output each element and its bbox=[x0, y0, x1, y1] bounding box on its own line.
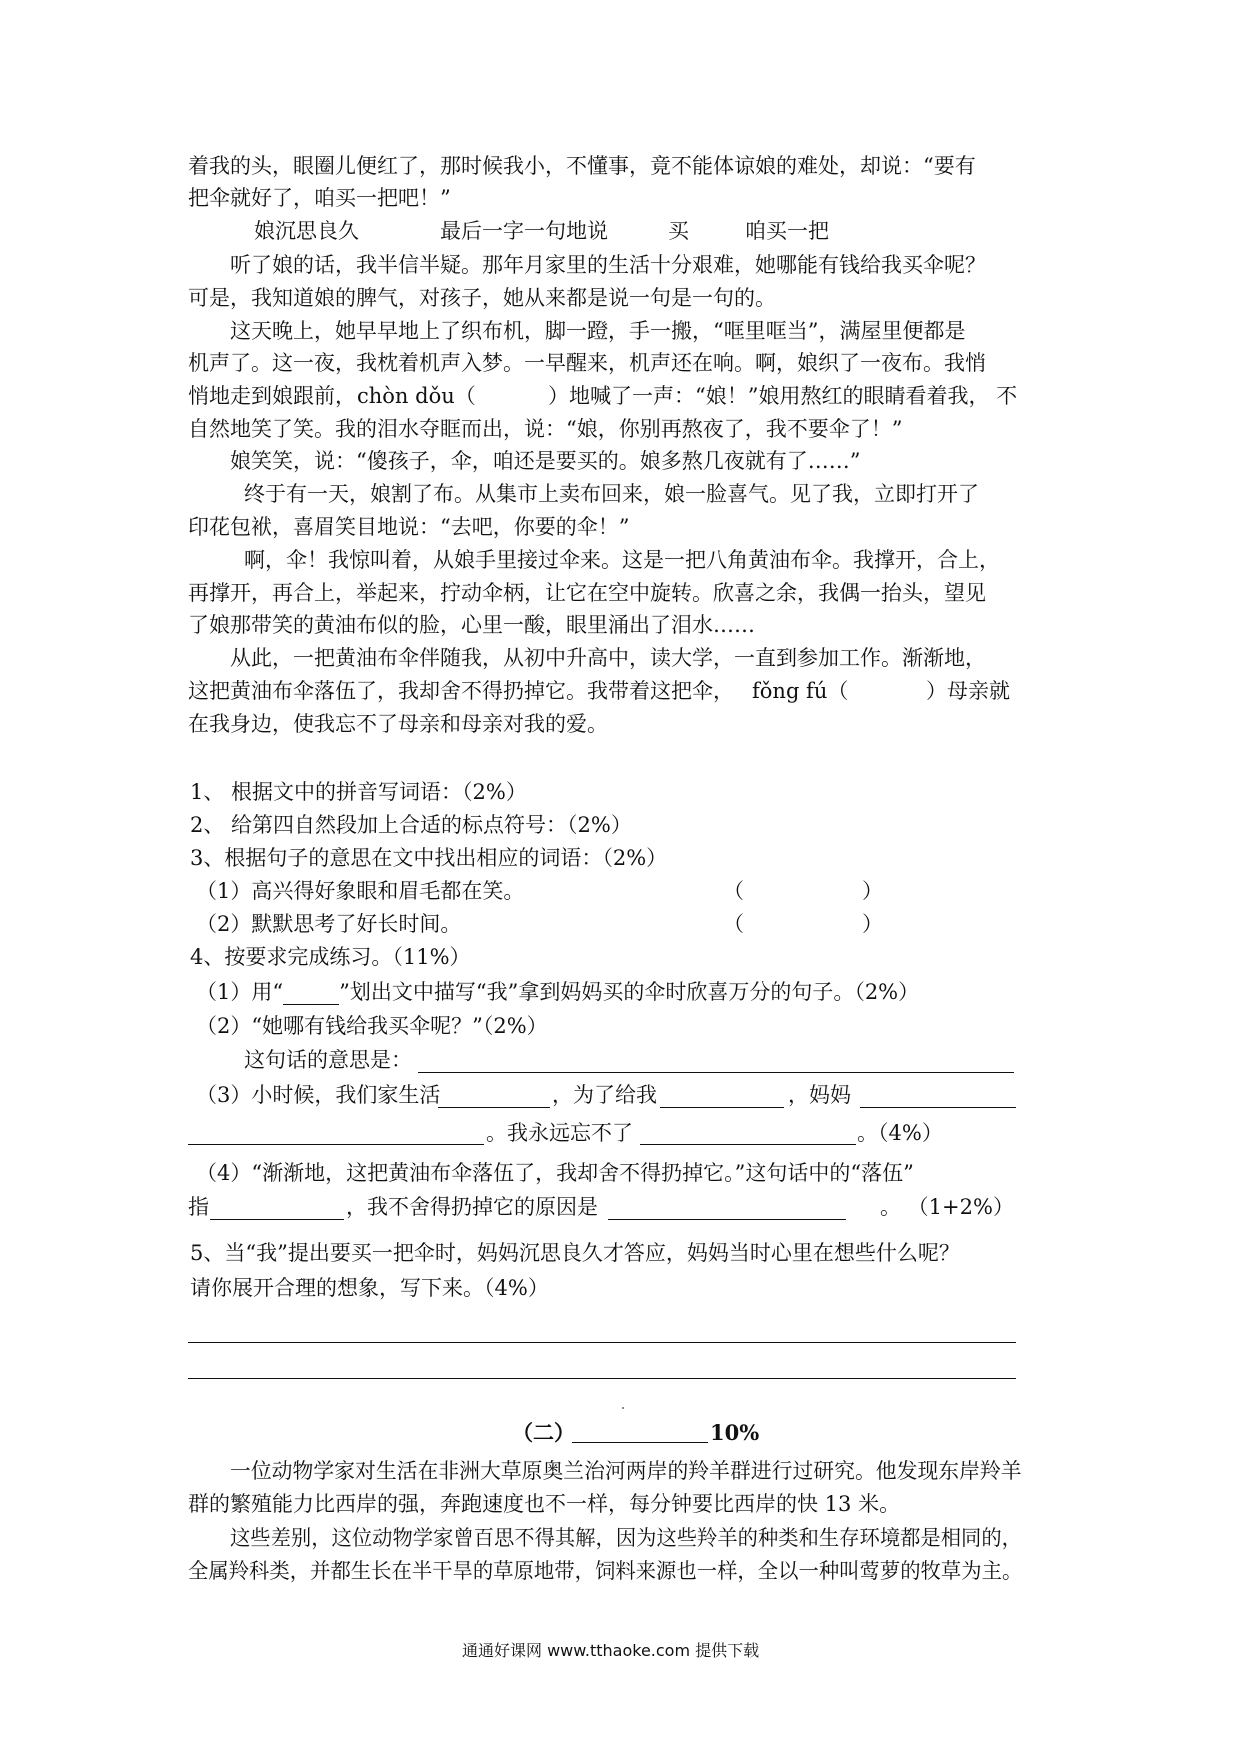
question-4-4-c: ，我不舍得扔掉它的原因是 bbox=[346, 1195, 598, 1219]
passage-line: 着我的头，眼圈儿便红了，那时候我小，不懂事，竟不能体谅娘的难处，却说：“要有 bbox=[188, 154, 976, 178]
question-4-4-a: （4）“渐渐地，这把黄油布伞落伍了，我却舍不得扔掉它。”这句话中的“落伍” bbox=[196, 1161, 914, 1185]
answer-paren-open: （ bbox=[723, 879, 744, 903]
passage-line: 自然地笑了笑。我的泪水夺眶而出，说：“娘，你别再熬夜了，我不要伞了！” bbox=[188, 417, 903, 441]
passage-fragment: ）母亲就 bbox=[926, 679, 1010, 703]
question-5-a: 5、当“我”提出要买一把伞时，妈妈沉思良久才答应，妈妈当时心里在想些什么呢？ bbox=[190, 1241, 960, 1265]
passage-fragment: 这把黄油布伞落伍了，我却舍不得扔掉它。我带着这把伞， bbox=[188, 679, 734, 703]
answer-line[interactable] bbox=[210, 1219, 344, 1220]
passage-fragment: 买 bbox=[668, 219, 689, 243]
passage-line: 这天晚上，她早早地上了织布机，脚一蹬，手一搬，“哐里哐当”，满屋里便都是 bbox=[230, 319, 966, 343]
speck bbox=[622, 1407, 624, 1409]
passage-line: 在我身边，使我忘不了母亲和母亲对我的爱。 bbox=[188, 712, 608, 736]
passage-line: 再撑开，再合上，举起来，拧动伞柄，让它在空中旋转。欣喜之余，我偶一抬头，望见 bbox=[188, 581, 986, 605]
question-4-3-a: （3）小时候，我们家生活 bbox=[196, 1083, 441, 1107]
pinyin-prompt: fǒng fú（ bbox=[752, 679, 849, 703]
answer-paren-close: ） bbox=[862, 912, 883, 936]
section-2-title-blank[interactable] bbox=[572, 1442, 708, 1443]
answer-line[interactable] bbox=[640, 1144, 856, 1145]
section-2-heading-number: （二） bbox=[512, 1420, 575, 1445]
passage-line: 印花包袱，喜眉笑目地说：“去吧，你要的伞！” bbox=[188, 515, 630, 539]
question-5-b: 请你展开合理的想象，写下来。（4%） bbox=[190, 1276, 549, 1300]
passage-line: 娘笑笑，说：“傻孩子，伞，咱还是要买的。娘多熬几夜就有了……” bbox=[230, 449, 861, 473]
answer-line[interactable] bbox=[860, 1107, 1016, 1108]
question-1: 1、 根据文中的拼音写词语：（2%） bbox=[190, 780, 527, 804]
passage-line: 啊，伞！我惊叫着，从娘手里接过伞来。这是一把八角黄油布伞。我撑开，合上， bbox=[244, 548, 1000, 572]
question-4: 4、按要求完成练习。（11%） bbox=[190, 945, 471, 969]
question-4-4-b: 指 bbox=[188, 1195, 209, 1219]
answer-line[interactable] bbox=[188, 1144, 484, 1145]
passage-line: 了娘那带笑的黄油布似的脸，心里一酸，眼里涌出了泪水…… bbox=[188, 613, 755, 637]
answer-line[interactable] bbox=[608, 1219, 846, 1220]
question-4-3-b: ，为了给我 bbox=[552, 1083, 657, 1107]
question-4-4-d: 。 （1+2%） bbox=[880, 1195, 1014, 1219]
passage-line: 从此，一把黄油布伞伴随我，从初中升高中，读大学，一直到参加工作。渐渐地， bbox=[230, 646, 986, 670]
section-2-line: 全属羚科类，并都生长在半干旱的草原地带，饲料来源也一样，全以一种叫莺萝的牧草为主。 bbox=[188, 1559, 1023, 1583]
question-4-1-start: （1）用“ bbox=[196, 980, 284, 1004]
section-2-line: 一位动物学家对生活在非洲大草原奥兰治河两岸的羚羊群进行过研究。他发现东岸羚羊 bbox=[230, 1459, 1022, 1483]
passage-fragment: ）地喊了一声：“娘！”娘用熬红的眼睛看着我， 不 bbox=[548, 384, 1018, 408]
question-3: 3、根据句子的意思在文中找出相应的词语：（2%） bbox=[190, 846, 668, 870]
page-footer: 通通好课网 www.tthaoke.com 提供下载 bbox=[462, 1641, 760, 1660]
question-4-3-c: ，妈妈 bbox=[788, 1083, 851, 1107]
question-3-1: （1）高兴得好象眼和眉毛都在笑。 bbox=[196, 879, 525, 903]
passage-fragment: 悄地走到娘跟前， bbox=[188, 384, 356, 408]
answer-paren-close: ） bbox=[862, 879, 883, 903]
answer-paren-open: （ bbox=[723, 912, 744, 936]
section-2-line: 这些差别，这位动物学家曾百思不得其解，因为这些羚羊的种类和生存环境都是相同的， bbox=[230, 1526, 1022, 1550]
passage-fragment: 最后一字一句地说 bbox=[440, 219, 608, 243]
passage-fragment: 娘沉思良久 bbox=[254, 219, 359, 243]
question-3-2: （2）默默思考了好长时间。 bbox=[196, 912, 462, 936]
pinyin-prompt: chòn dǒu（ bbox=[357, 384, 476, 408]
passage-line: 终于有一天，娘割了布。从集市上卖布回来，娘一脸喜气。见了我，立即打开了 bbox=[244, 482, 979, 506]
question-4-1-end: ”划出文中描写“我”拿到妈妈买的伞时欣喜万分的句子。（2%） bbox=[339, 980, 920, 1004]
underline-sample bbox=[283, 984, 339, 1005]
passage-line: 可是，我知道娘的脾气，对孩子，她从来都是说一句是一句的。 bbox=[188, 286, 776, 310]
question-2: 2、 给第四自然段加上合适的标点符号：（2%） bbox=[190, 813, 632, 837]
section-2-heading-score: 10% bbox=[710, 1420, 760, 1445]
passage-line: 听了娘的话，我半信半疑。那年月家里的生活十分艰难，她哪能有钱给我买伞呢？ bbox=[230, 253, 986, 277]
passage-line: 把伞就好了，咱买一把吧！” bbox=[188, 186, 451, 210]
passage-line: 机声了。这一夜，我枕着机声入梦。一早醒来，机声还在响。啊，娘织了一夜布。我悄 bbox=[188, 351, 986, 375]
question-4-1 bbox=[196, 979, 919, 1005]
answer-line[interactable] bbox=[188, 1342, 1016, 1343]
question-4-3-d: 。我永远忘不了 bbox=[486, 1121, 633, 1145]
question-4-3-e: 。（4%） bbox=[857, 1121, 943, 1145]
answer-line[interactable] bbox=[438, 1107, 550, 1108]
question-4-2: （2）“她哪有钱给我买伞呢？”（2%） bbox=[196, 1014, 548, 1038]
question-4-2-prompt: 这句话的意思是： bbox=[244, 1048, 412, 1072]
answer-line[interactable] bbox=[188, 1378, 1016, 1379]
section-2-line: 群的繁殖能力比西岸的强，奔跑速度也不一样，每分钟要比西岸的快 13 米。 bbox=[188, 1492, 901, 1516]
answer-line[interactable] bbox=[660, 1107, 784, 1108]
passage-fragment: 咱买一把 bbox=[745, 219, 829, 243]
answer-line[interactable] bbox=[418, 1072, 1014, 1073]
